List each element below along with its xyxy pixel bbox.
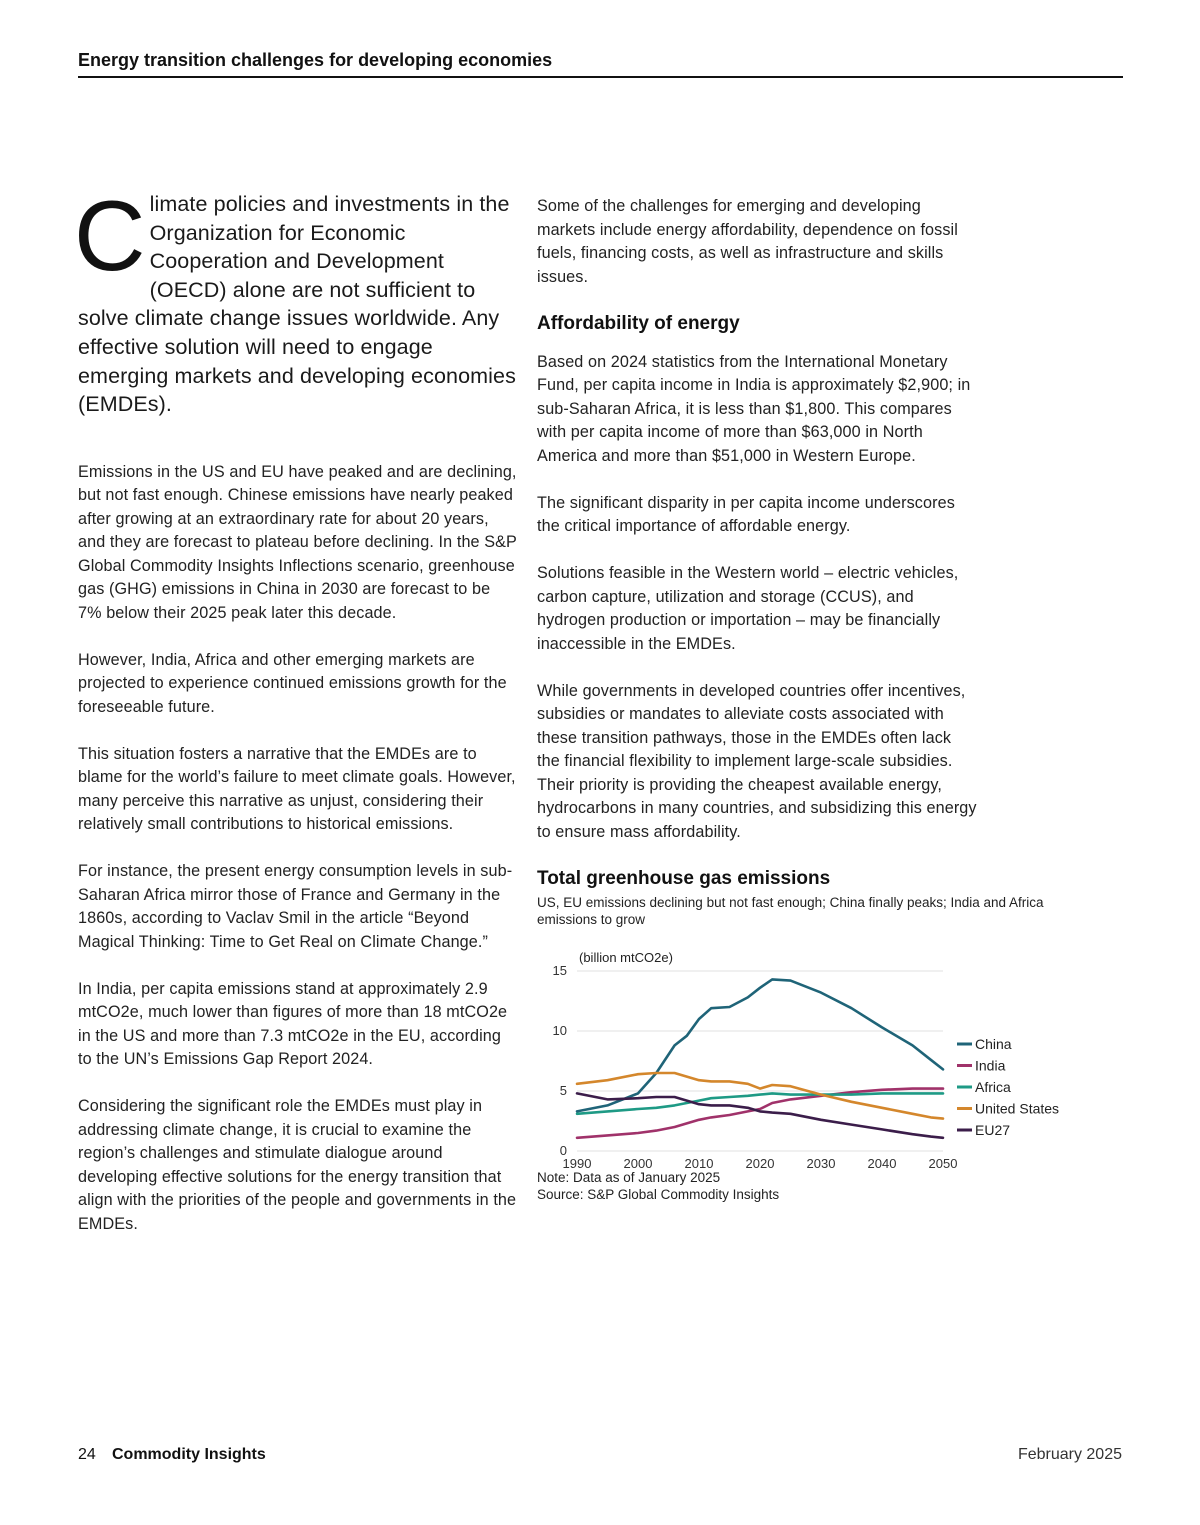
x-tick-label: 2050 <box>928 1155 958 1169</box>
y-tick-label: 0 <box>559 1142 567 1158</box>
series-line-china <box>577 979 943 1111</box>
emissions-chart-svg <box>537 934 1097 1169</box>
legend-label: India <box>975 1057 1006 1073</box>
series-line-eu27 <box>577 1093 943 1137</box>
body-paragraph: The significant disparity in per capita income underscores the critical importance of affordable energy. <box>537 493 955 535</box>
body-paragraph: While governments in developed countries offer incentives, subsidies or mandates to alleviate costs associated with these transition pathways, those in the EMDEs often lack the financial flexibility to implement large-scale subsidies. Their priority is providing the cheapest available energy, hydrocarbons in many countries, and subsidizing this energy to ensure mass affordability. <box>537 681 977 841</box>
y-tick-label: 5 <box>559 1082 567 1098</box>
x-tick-label: 2020 <box>745 1155 775 1169</box>
footer-date: February 2025 <box>1017 1446 1122 1463</box>
x-tick-label: 2000 <box>623 1155 653 1169</box>
header-rule <box>78 76 1123 78</box>
footer-page-number: 24 <box>78 1446 96 1463</box>
body-paragraph: However, India, Africa and other emerging markets are projected to experience continued emissions growth for the foreseeable future. <box>78 650 507 716</box>
legend-label: EU27 <box>975 1121 1011 1138</box>
x-tick-label: 2010 <box>684 1155 714 1169</box>
legend-label: China <box>975 1035 1012 1052</box>
chart-note: Note: Data as of January 2025 <box>537 1169 721 1185</box>
body-paragraph: Emissions in the US and EU have peaked and are declining, but not fast enough. Chinese emissions have nearly peaked after growing at an extraordinary rate for about 20 years, and they are forecast to plateau before declining. In the S&P Global Commodity Insights Inflections scenario, greenhouse gas (GHG) emissions in China in 2030 are forecast to be 7% below their 2025 peak later this decade. <box>78 462 517 622</box>
y-tick-label: 10 <box>552 1022 567 1038</box>
chart-subtitle: US, EU emissions declining but not fast enough; China finally peaks; India and Africa emissions to grow <box>537 894 1044 927</box>
body-paragraph: For instance, the present energy consumption levels in sub-Saharan Africa mirror those of France and Germany in the 1860s, according to Vaclav Smil in the article “Beyond Magical Thinking: Time to Get Real on Climate Change.” <box>78 862 513 951</box>
left-column <box>74 180 518 1260</box>
intro-paragraph: Some of the challenges for emerging and developing markets include energy affordability, dependence on fossil fuels, financing costs, as well as infrastructure and skills issues. <box>537 197 958 286</box>
chart-source: Source: S&P Global Commodity Insights <box>537 1186 780 1202</box>
page-header-title: Energy transition challenges for developing economies <box>78 50 553 70</box>
emissions-chart <box>537 934 1097 1169</box>
x-tick-label: 1990 <box>562 1155 592 1169</box>
footer-brand: Commodity Insights <box>112 1446 266 1463</box>
y-tick-label: 15 <box>552 962 567 978</box>
body-paragraph: This situation fosters a narrative that the EMDEs are to blame for the world’s failure to meet climate goals. However, many perceive this narrative as unjust, considering their relatively small contributions to historical emissions. <box>78 744 516 834</box>
chart-title: Total greenhouse gas emissions <box>537 867 831 889</box>
x-tick-label: 2030 <box>806 1155 836 1169</box>
lead-paragraph <box>74 180 518 419</box>
body-paragraph: Solutions feasible in the Western world – electric vehicles, carbon capture, utilization and storage (CCUS), and hydrogen production or importation – may be financially inaccessible in the EMDEs. <box>537 564 959 653</box>
legend-label: United States <box>975 1100 1060 1116</box>
body-paragraph: In India, per capita emissions stand at approximately 2.9 mtCO2e, much lower than figures of more than 18 mtCO2e in the US and more than 7.3 mtCO2e in the EU, according to the UN’s Emissions Gap Report 2024. <box>78 979 508 1069</box>
right-column <box>537 195 1060 1203</box>
legend-label: Africa <box>975 1078 1011 1095</box>
x-tick-label: 2040 <box>867 1155 897 1169</box>
body-paragraph: Considering the significant role the EMDEs must play in addressing climate change, it is crucial to examine the region’s challenges and stimulate dialogue around developing effective solutions for the energy transition that align with the priorities of the people and governments in the EMDEs. <box>78 1097 517 1233</box>
lead-text: limate policies and investments in the Organization for Economic Cooperation and Development (OECD) alone are not sufficient to solve climate change issues worldwide. Any effective solution will need to engage emerging markets and developing economies (EMDEs). <box>78 192 516 417</box>
section-heading: Affordability of energy <box>537 312 740 334</box>
chart-unit-label: (billion mtCO2e) <box>579 949 673 965</box>
body-paragraph: Based on 2024 statistics from the International Monetary Fund, per capita income in India is approximately $2,900; in sub-Saharan Africa, it is less than $1,800. This compares with per capita income of more than $63,000 in North America and more than $51,000 in Western Europe. <box>537 352 971 465</box>
drop-cap: C <box>74 180 146 291</box>
